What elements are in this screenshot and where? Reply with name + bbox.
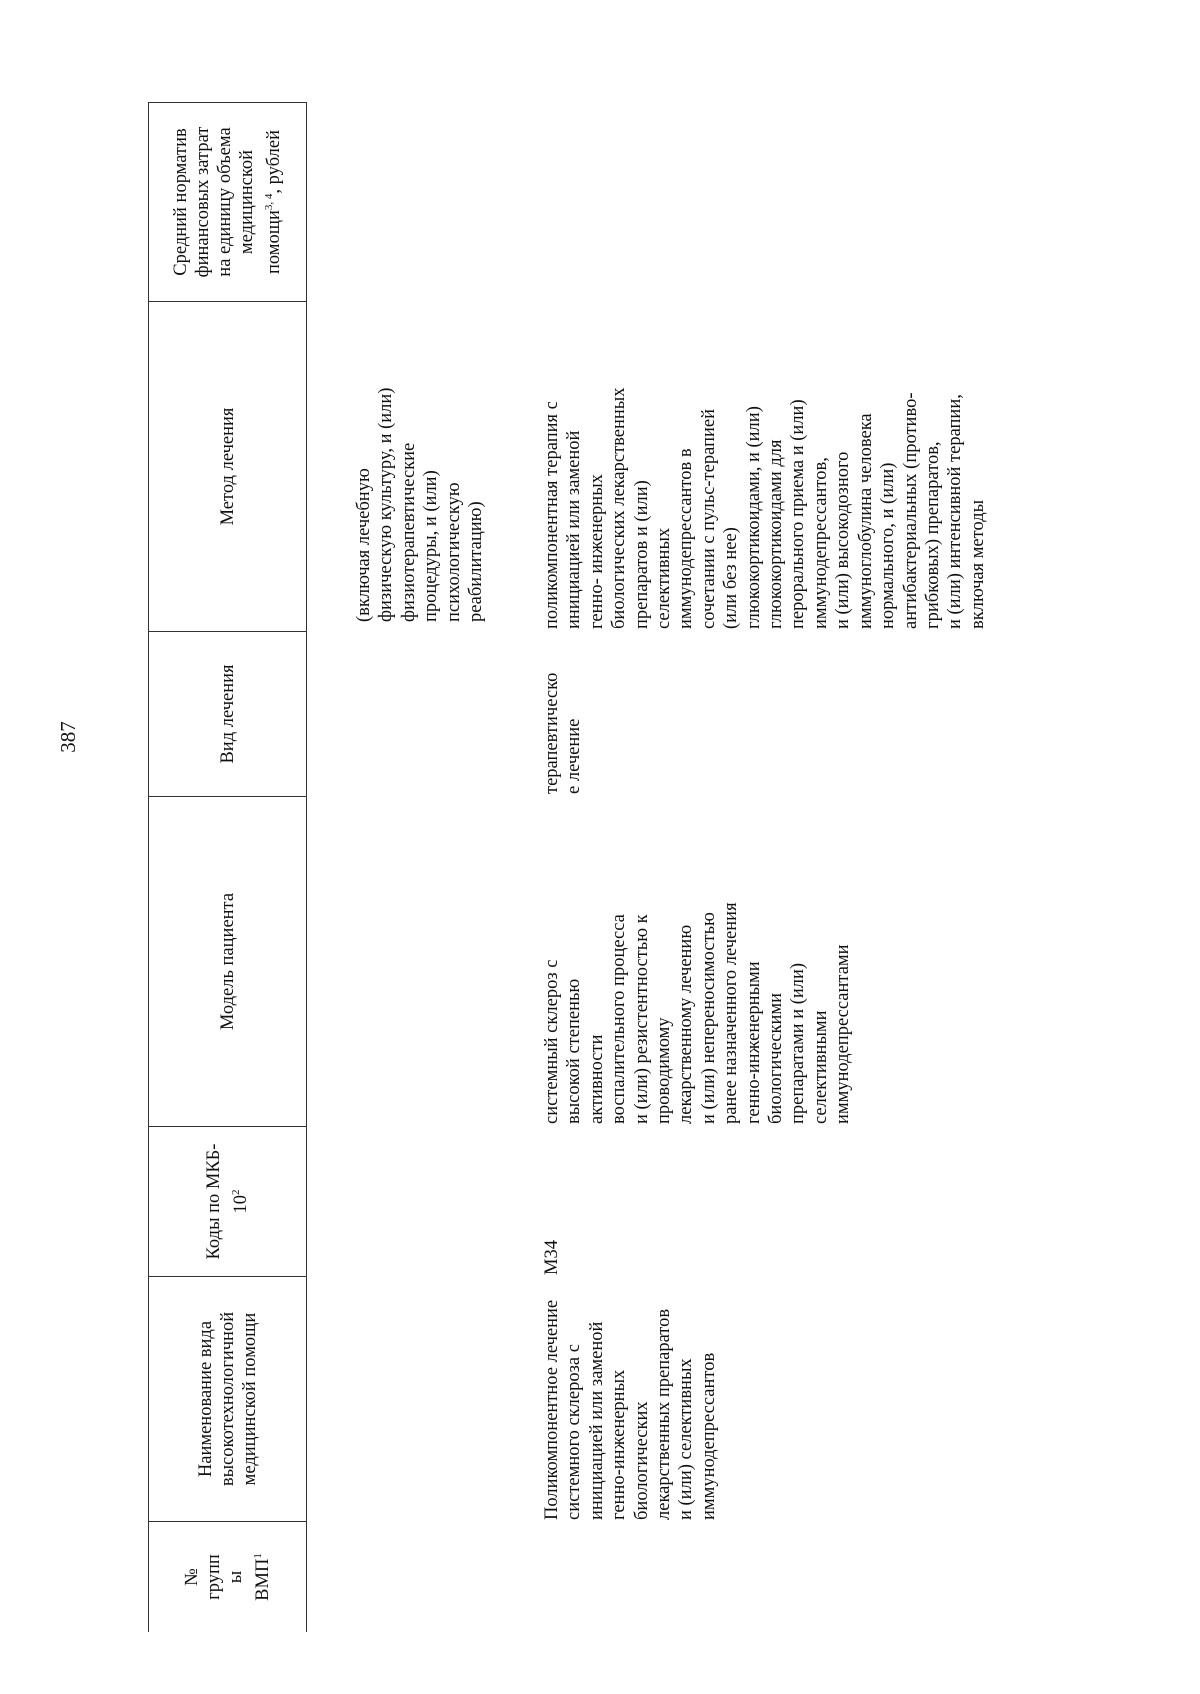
header-treatment-type: Вид лечения (149, 632, 306, 797)
row-patient-model: системный склероз с высокой степенью активности воспалительного процесса и (или) резистентностью к проводимому лекарственному лечению и (или) непереносимостью ранее назначенного лечения генно-инженерными биологическими препаратами и (или) селективными иммунодепрессантами (542, 902, 854, 1124)
header-patient-model: Модель пациента (149, 797, 306, 1127)
row-treatment-method: поликомпонентная терапия с инициацией или заменой генно- инженерных биологических лекарственных препаратов и (или) селективных иммунодепрессантов в сочетании с пульс-терапией (или без нее) глюкокортикоидами, и (или) глюкокортикоидами для перорального приема и (или) иммунодепрессантов, и (или) высокодозного иммуноглобулина человека нормального, и (или) антибактериальных (противо- грибковых) препаратов, и (или) интенсивной терапии, включая методы (542, 387, 988, 629)
row-care-type-name: Поликомпонентное лечение системного склероза с инициацией или заменой генно-инженерных биологических лекарственных препаратов и (или) селективных иммунодепрессантов (542, 1299, 719, 1520)
method-continuation-text: (включая лечебную физическую культуру, и (или) физиотерапевтические процедуры, и (или) психологическую реабилитацию) (354, 387, 487, 622)
table-header-row (148, 102, 307, 1632)
header-treatment-method: Метод лечения (149, 302, 306, 632)
header-icd-codes: Коды по МКБ- $10^2$ (149, 1127, 306, 1277)
row-icd-code: M34 (542, 1240, 562, 1275)
header-cost-standard: Средний норматив финансовых затрат на единицу объема медицинской помощи$^{3, 4}$, рублей (149, 102, 306, 302)
header-group-number: № групп ы ВМП$^1$ (181, 1553, 274, 1601)
header-care-type-name: Наименование вида высокотехнологичной медицинской помощи (149, 1277, 306, 1522)
row-treatment-type: терапевтическо е лечение (542, 672, 585, 794)
rotated-table (148, 102, 1108, 1632)
page-number: 387 (56, 721, 80, 753)
